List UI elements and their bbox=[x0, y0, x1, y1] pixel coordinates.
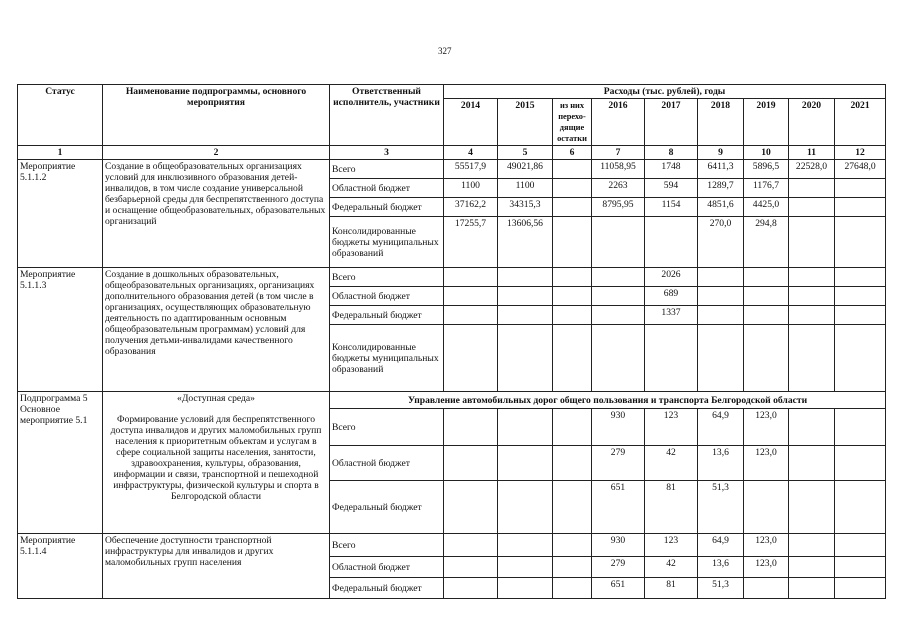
column-number: 3 bbox=[330, 146, 444, 160]
value-cell bbox=[444, 409, 498, 446]
responsible-cell: Областной бюджет bbox=[330, 179, 444, 198]
value-cell: 1289,7 bbox=[698, 179, 744, 198]
table-row bbox=[18, 392, 886, 409]
value-cell bbox=[553, 306, 592, 325]
header-year: 2018 bbox=[698, 99, 744, 146]
value-cell bbox=[498, 306, 553, 325]
header-year: 2017 bbox=[645, 99, 698, 146]
header-expenses: Расходы (тыс. рублей), годы bbox=[444, 85, 886, 99]
value-cell bbox=[698, 306, 744, 325]
responsible-cell: Федеральный бюджет bbox=[330, 198, 444, 217]
value-cell bbox=[744, 481, 789, 534]
value-cell bbox=[592, 268, 645, 287]
value-cell bbox=[498, 481, 553, 534]
value-cell: 13,6 bbox=[698, 557, 744, 578]
value-cell bbox=[645, 325, 698, 392]
column-number: 12 bbox=[835, 146, 886, 160]
value-cell bbox=[553, 557, 592, 578]
column-number: 5 bbox=[498, 146, 553, 160]
value-cell: 1100 bbox=[444, 179, 498, 198]
status-cell: Подпрограмма 5 Основное мероприятие 5.1 bbox=[18, 392, 103, 534]
value-cell bbox=[553, 179, 592, 198]
responsible-cell: Федеральный бюджет bbox=[330, 578, 444, 599]
value-cell bbox=[835, 325, 886, 392]
value-cell bbox=[553, 325, 592, 392]
value-cell: 64,9 bbox=[698, 534, 744, 557]
column-number: 11 bbox=[789, 146, 835, 160]
value-cell: 8795,95 bbox=[592, 198, 645, 217]
value-cell bbox=[789, 325, 835, 392]
column-number-row bbox=[18, 146, 886, 160]
value-cell: 294,8 bbox=[744, 217, 789, 268]
column-number: 10 bbox=[744, 146, 789, 160]
value-cell: 594 bbox=[645, 179, 698, 198]
value-cell bbox=[698, 268, 744, 287]
value-cell bbox=[444, 325, 498, 392]
value-cell: 64,9 bbox=[698, 409, 744, 446]
value-cell bbox=[744, 268, 789, 287]
value-cell bbox=[553, 446, 592, 481]
value-cell bbox=[444, 557, 498, 578]
value-cell bbox=[835, 306, 886, 325]
value-cell bbox=[789, 534, 835, 557]
value-cell: 1748 bbox=[645, 160, 698, 179]
value-cell bbox=[789, 179, 835, 198]
header-year: из них перехо-дящие остатки bbox=[553, 99, 592, 146]
value-cell bbox=[553, 409, 592, 446]
column-number: 4 bbox=[444, 146, 498, 160]
value-cell bbox=[835, 409, 886, 446]
value-cell bbox=[553, 578, 592, 599]
value-cell bbox=[498, 557, 553, 578]
table-row bbox=[18, 160, 886, 179]
value-cell bbox=[835, 217, 886, 268]
value-cell bbox=[744, 287, 789, 306]
value-cell: 42 bbox=[645, 446, 698, 481]
value-cell bbox=[789, 217, 835, 268]
value-cell bbox=[498, 534, 553, 557]
value-cell bbox=[744, 578, 789, 599]
value-cell bbox=[553, 198, 592, 217]
value-cell: 81 bbox=[645, 578, 698, 599]
value-cell bbox=[592, 325, 645, 392]
name-cell bbox=[103, 392, 330, 534]
value-cell bbox=[498, 325, 553, 392]
responsible-cell: Областной бюджет bbox=[330, 446, 444, 481]
name-cell: Обеспечение доступности транспортной инфраструктуры для инвалидов и других маломобильных групп населения bbox=[103, 534, 330, 599]
status-cell: Мероприятие 5.1.1.2 bbox=[18, 160, 103, 268]
value-cell bbox=[553, 160, 592, 179]
responsible-cell: Всего bbox=[330, 160, 444, 179]
value-cell bbox=[592, 287, 645, 306]
value-cell bbox=[789, 446, 835, 481]
value-cell: 651 bbox=[592, 578, 645, 599]
name-title: «Доступная среда» bbox=[177, 393, 255, 404]
value-cell bbox=[835, 268, 886, 287]
value-cell bbox=[698, 287, 744, 306]
responsible-cell: Консолидированные бюджеты муниципальных образований bbox=[330, 325, 444, 392]
value-cell bbox=[444, 446, 498, 481]
header-name: Наименование подпрограммы, основного мероприятия bbox=[103, 85, 330, 146]
value-cell: 81 bbox=[645, 481, 698, 534]
column-number: 2 bbox=[103, 146, 330, 160]
header-year: 2014 bbox=[444, 99, 498, 146]
value-cell bbox=[835, 287, 886, 306]
value-cell bbox=[835, 179, 886, 198]
value-cell: 13606,56 bbox=[498, 217, 553, 268]
header-status: Статус bbox=[18, 85, 103, 146]
value-cell: 4851,6 bbox=[698, 198, 744, 217]
value-cell: 49021,86 bbox=[498, 160, 553, 179]
value-cell: 1176,7 bbox=[744, 179, 789, 198]
name-text: Формирование условий для беспрепятственного доступа инвалидов и других маломобильных групп населения к приоритетным объектам и услугам в сфере социальной защиты населения, занятости, здравоохранения, культуры, образования, информации и связи, транспортной и пешеходной инфраструктуры, физической культуры и спорта в Белгородской области bbox=[110, 414, 322, 502]
status-cell: Мероприятие 5.1.1.3 bbox=[18, 268, 103, 392]
status-cell: Мероприятие 5.1.1.4 bbox=[18, 534, 103, 599]
header-year: 2021 bbox=[835, 99, 886, 146]
value-cell bbox=[553, 217, 592, 268]
header-year: 2016 bbox=[592, 99, 645, 146]
value-cell: 279 bbox=[592, 446, 645, 481]
value-cell bbox=[835, 578, 886, 599]
value-cell: 55517,9 bbox=[444, 160, 498, 179]
responsible-cell: Областной бюджет bbox=[330, 557, 444, 578]
name-cell: Создание в дошкольных образовательных, общеобразовательных организациях, организациях дополнительного образования детей (в том числе в организациях, осуществляющих образовательную деятельность по адаптированным основным общеобразовательным программам) условий для получения детьми-инвалидами качественного образования bbox=[103, 268, 330, 392]
value-cell: 930 bbox=[592, 409, 645, 446]
column-number: 6 bbox=[553, 146, 592, 160]
value-cell: 17255,7 bbox=[444, 217, 498, 268]
value-cell bbox=[444, 481, 498, 534]
value-cell bbox=[789, 409, 835, 446]
value-cell: 270,0 bbox=[698, 217, 744, 268]
value-cell: 6411,3 bbox=[698, 160, 744, 179]
value-cell bbox=[744, 306, 789, 325]
column-number: 9 bbox=[698, 146, 744, 160]
value-cell: 51,3 bbox=[698, 578, 744, 599]
value-cell bbox=[498, 268, 553, 287]
value-cell bbox=[789, 557, 835, 578]
value-cell bbox=[835, 446, 886, 481]
value-cell: 123,0 bbox=[744, 534, 789, 557]
value-cell: 1337 bbox=[645, 306, 698, 325]
value-cell bbox=[789, 578, 835, 599]
value-cell: 22528,0 bbox=[789, 160, 835, 179]
header-year: 2015 bbox=[498, 99, 553, 146]
value-cell: 27648,0 bbox=[835, 160, 886, 179]
section-header: Управление автомобильных дорог общего пользования и транспорта Белгородской области bbox=[330, 392, 886, 409]
value-cell bbox=[835, 481, 886, 534]
responsible-cell: Всего bbox=[330, 409, 444, 446]
header-year: 2020 bbox=[789, 99, 835, 146]
value-cell: 2263 bbox=[592, 179, 645, 198]
value-cell bbox=[789, 287, 835, 306]
responsible-cell: Всего bbox=[330, 268, 444, 287]
responsible-cell: Областной бюджет bbox=[330, 287, 444, 306]
value-cell: 279 bbox=[592, 557, 645, 578]
value-cell bbox=[789, 306, 835, 325]
value-cell bbox=[498, 287, 553, 306]
value-cell bbox=[835, 534, 886, 557]
value-cell bbox=[444, 534, 498, 557]
column-number: 1 bbox=[18, 146, 103, 160]
value-cell bbox=[444, 287, 498, 306]
value-cell: 4425,0 bbox=[744, 198, 789, 217]
value-cell: 123,0 bbox=[744, 409, 789, 446]
value-cell bbox=[553, 287, 592, 306]
value-cell: 123,0 bbox=[744, 557, 789, 578]
value-cell bbox=[835, 198, 886, 217]
value-cell bbox=[553, 534, 592, 557]
value-cell: 1154 bbox=[645, 198, 698, 217]
value-cell: 11058,95 bbox=[592, 160, 645, 179]
value-cell: 34315,3 bbox=[498, 198, 553, 217]
value-cell bbox=[498, 446, 553, 481]
value-cell: 5896,5 bbox=[744, 160, 789, 179]
value-cell: 123,0 bbox=[744, 446, 789, 481]
header-year: 2019 bbox=[744, 99, 789, 146]
value-cell bbox=[498, 409, 553, 446]
value-cell: 123 bbox=[645, 409, 698, 446]
value-cell bbox=[789, 198, 835, 217]
value-cell: 13,6 bbox=[698, 446, 744, 481]
column-number: 7 bbox=[592, 146, 645, 160]
header-responsible: Ответственный исполнитель, участники bbox=[330, 85, 444, 146]
value-cell bbox=[789, 481, 835, 534]
value-cell bbox=[553, 481, 592, 534]
value-cell bbox=[444, 578, 498, 599]
table-row bbox=[18, 534, 886, 557]
value-cell: 42 bbox=[645, 557, 698, 578]
value-cell bbox=[645, 217, 698, 268]
value-cell bbox=[592, 306, 645, 325]
value-cell: 37162,2 bbox=[444, 198, 498, 217]
value-cell bbox=[835, 557, 886, 578]
value-cell bbox=[789, 268, 835, 287]
expenses-table bbox=[17, 84, 886, 599]
value-cell: 2026 bbox=[645, 268, 698, 287]
value-cell: 930 bbox=[592, 534, 645, 557]
table-row bbox=[18, 268, 886, 287]
value-cell bbox=[444, 306, 498, 325]
value-cell: 123 bbox=[645, 534, 698, 557]
value-cell: 651 bbox=[592, 481, 645, 534]
value-cell bbox=[498, 578, 553, 599]
value-cell bbox=[698, 325, 744, 392]
value-cell bbox=[444, 268, 498, 287]
column-number: 8 bbox=[645, 146, 698, 160]
value-cell: 689 bbox=[645, 287, 698, 306]
value-cell bbox=[592, 217, 645, 268]
responsible-cell: Федеральный бюджет bbox=[330, 306, 444, 325]
header-row bbox=[18, 85, 886, 99]
name-cell: Создание в общеобразовательных организациях условий для инклюзивного образования детей-инвалидов, в том числе создание универсальной безбарьерной среды для беспрепятственного доступа и оснащение общеобразовательных, образовательных организаций bbox=[103, 160, 330, 268]
value-cell bbox=[553, 268, 592, 287]
value-cell bbox=[744, 325, 789, 392]
page-number: 327 bbox=[438, 46, 452, 56]
value-cell: 1100 bbox=[498, 179, 553, 198]
responsible-cell: Консолидированные бюджеты муниципальных образований bbox=[330, 217, 444, 268]
responsible-cell: Федеральный бюджет bbox=[330, 481, 444, 534]
responsible-cell: Всего bbox=[330, 534, 444, 557]
value-cell: 51,3 bbox=[698, 481, 744, 534]
